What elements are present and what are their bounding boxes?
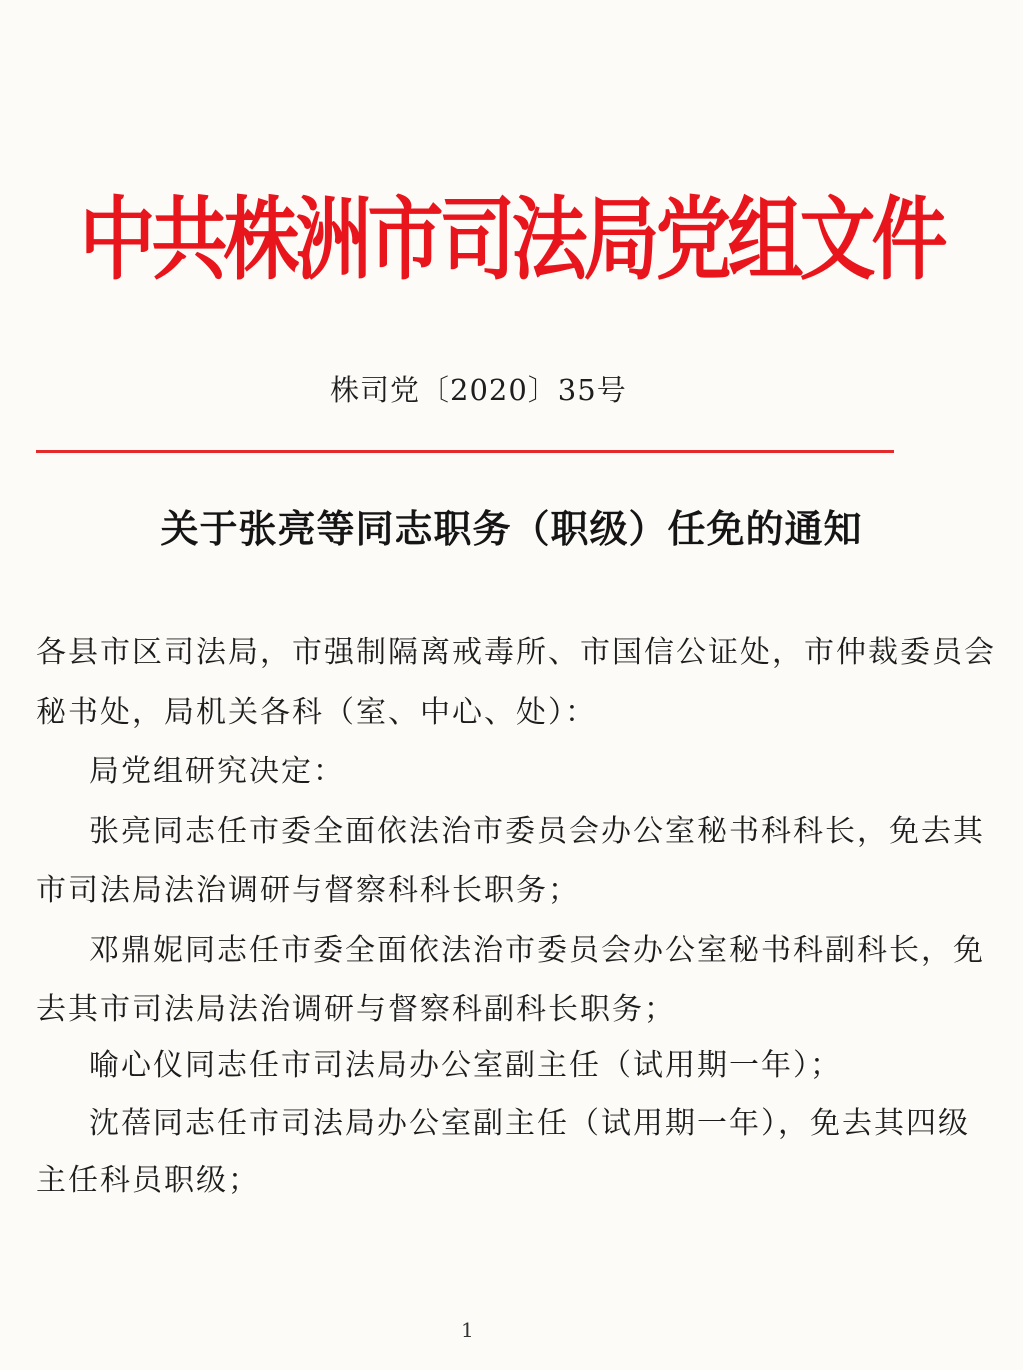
red-divider-line (36, 450, 894, 453)
document-number: 株司党〔2020〕35号 (330, 373, 627, 407)
body-line-addressee-2: 秘书处，局机关各科（室、中心、处）： (36, 695, 597, 730)
body-line-item-1b: 市司法局法治调研与督察科科长职务； (36, 873, 580, 908)
body-line-item-4b: 主任科员职级； (36, 1163, 260, 1198)
body-line-item-1a: 张亮同志任市委全面依法治市委员会办公室秘书科科长，免去其 (89, 814, 985, 849)
document-header-title: 中共株洲市司法局党组文件 (79, 186, 944, 292)
body-line-item-3: 喻心仪同志任市司法局办公室副主任（试用期一年）； (89, 1048, 842, 1083)
body-line-item-2a: 邓鼎妮同志任市委全面依法治市委员会办公室秘书科副科长，免 (89, 933, 985, 968)
body-line-addressee-1: 各县市区司法局，市强制隔离戒毒所、市国信公证处，市仲裁委员会 (36, 635, 996, 670)
notice-title: 关于张亮等同志职务（职级）任免的通知 (160, 507, 863, 551)
body-line-decision: 局党组研究决定： (89, 754, 345, 789)
body-line-item-4a: 沈蓓同志任市司法局办公室副主任（试用期一年），免去其四级 (89, 1106, 970, 1141)
page-number: 1 (461, 1318, 474, 1342)
body-line-item-2b: 去其市司法局法治调研与督察科副科长职务； (36, 992, 676, 1027)
